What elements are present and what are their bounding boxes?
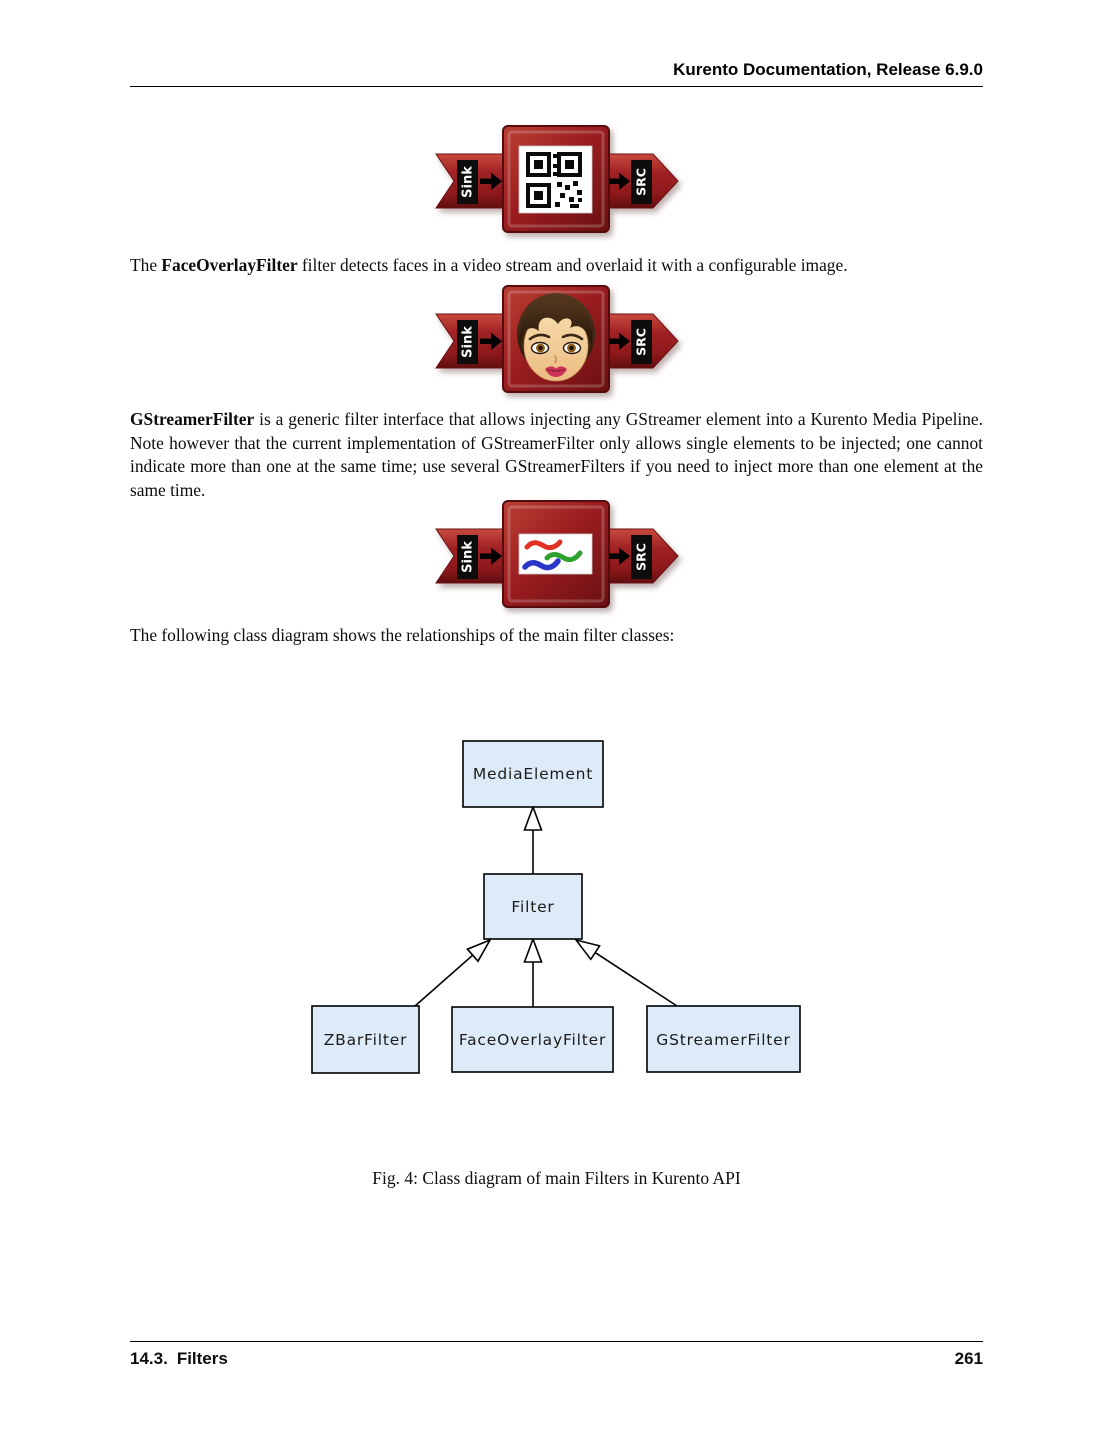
class-label-faceoverlayfilter: FaceOverlayFilter: [458, 1031, 607, 1049]
para1-bold-term: FaceOverlayFilter: [161, 255, 298, 275]
class-label-mediaelement: MediaElement: [472, 765, 594, 783]
inheritance-arrowhead: [525, 939, 542, 962]
class-label-filter: Filter: [511, 898, 555, 916]
inheritance-arrowhead: [467, 940, 490, 961]
page-header-title: Kurento Documentation, Release 6.9.0: [673, 60, 983, 79]
figure-caption: Fig. 4: Class diagram of main Filters in Kurento API: [372, 1168, 741, 1188]
gstreamer-filter-figure: [433, 499, 683, 613]
paragraph-gstreamer: [130, 408, 983, 502]
zbar-filter-figure: [433, 124, 683, 238]
class-label-zbarfilter: ZBarFilter: [323, 1031, 408, 1049]
sink-label: Sink: [460, 166, 476, 198]
paragraph-class-diagram-intro: The following class diagram shows the relationships of the main filter classes:: [130, 625, 675, 645]
para2-bold-term: GStreamerFilter: [130, 409, 255, 429]
edge-zbar-filter: [415, 955, 473, 1006]
src-label: SRC: [633, 168, 649, 196]
header-rule: [130, 86, 983, 87]
footer-rule: [130, 1341, 983, 1342]
src-label: SRC: [633, 543, 649, 571]
sink-label: Sink: [460, 326, 476, 358]
sink-label: Sink: [460, 541, 476, 573]
footer-section-number: 14.3.: [130, 1349, 168, 1368]
footer-page-number: 261: [954, 1349, 983, 1368]
edge-gstreamer-filter: [595, 953, 677, 1006]
inheritance-arrowhead: [576, 940, 600, 959]
uml-class-diagram: [305, 738, 805, 1080]
para1-prefix: The: [130, 255, 162, 275]
para2-rest: is a generic filter interface that allows injecting any GStreamer element into a Kurento Media Pipeline. Note however that the current implementation of GStreamerFilter only allows single elements to be injected; one cannot indicate more than one at the same time; use several GStreamerFilters if you need to inject more than one element at the same time.: [130, 409, 983, 500]
para1-rest: filter detects faces in a video stream and overlaid it with a configurable image.: [297, 255, 848, 275]
class-label-gstreamerfilter: GStreamerFilter: [656, 1031, 791, 1049]
src-label: SRC: [633, 328, 649, 356]
inheritance-arrowhead: [525, 807, 542, 830]
footer-section-title: Filters: [176, 1349, 228, 1368]
paragraph-face-overlay: [130, 254, 983, 278]
footer-section: [130, 1349, 228, 1369]
face-overlay-filter-figure: [433, 284, 683, 398]
